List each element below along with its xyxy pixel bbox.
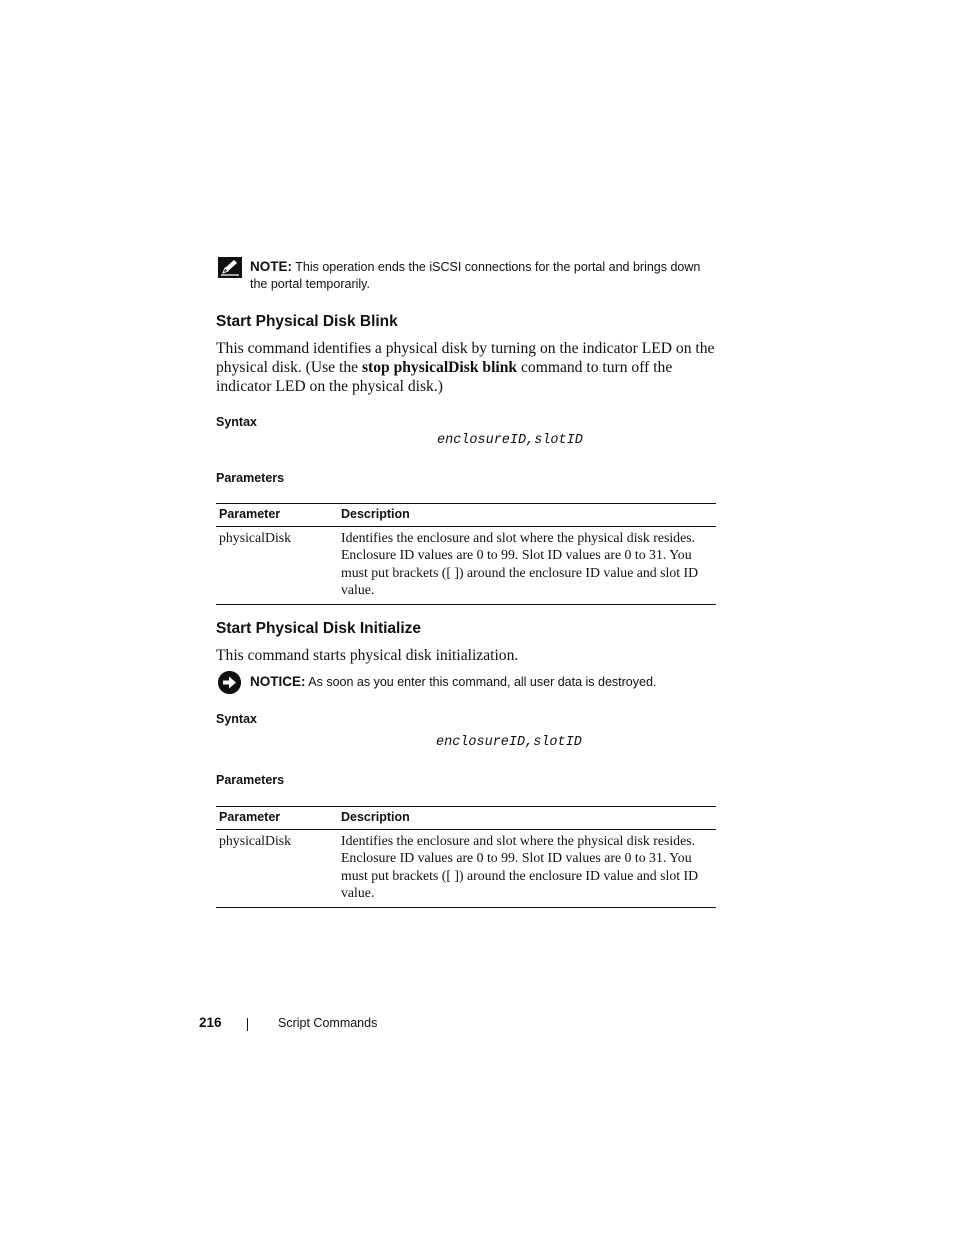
syntax-code: enclosureID,slotID xyxy=(436,735,582,750)
syntax-heading: Syntax xyxy=(216,415,257,429)
section-description: This command starts physical disk initialization. xyxy=(216,647,519,664)
syntax-heading: Syntax xyxy=(216,712,257,726)
footer-divider xyxy=(247,1018,248,1031)
notice xyxy=(250,673,720,691)
column-header: Parameter xyxy=(216,504,338,527)
parameter-description: Identifies the enclosure and slot where the physical disk resides. Enclosure ID values are 0 to 99. Slot ID values are 0 to 31. You must put brackets ([ ]) around the enclosure ID value and slot ID value. xyxy=(341,833,699,900)
note xyxy=(250,258,720,293)
parameter-description: Identifies the enclosure and slot where the physical disk resides. Enclosure ID values are 0 to 99. Slot ID values are 0 to 31. You must put brackets ([ ]) around the enclosure ID value and slot ID value. xyxy=(341,530,699,597)
parameters-heading: Parameters xyxy=(216,471,285,485)
column-header: Description xyxy=(338,504,716,527)
parameters-heading: Parameters xyxy=(216,773,285,787)
table-row xyxy=(216,527,716,605)
notice-label: NOTICE: xyxy=(250,674,306,689)
arrow-right-circle-icon xyxy=(218,671,241,694)
parameters-table xyxy=(216,503,716,605)
parameter-name: physicalDisk xyxy=(219,833,292,848)
section-description xyxy=(216,339,716,396)
description-text: command to turn off the indicator LED on the physical disk.) xyxy=(216,359,673,395)
description-text: This command identifies a physical disk by turning on the indicator LED on the physical disk. (Use the xyxy=(216,340,715,376)
pencil-note-icon xyxy=(218,257,242,278)
notice-text: As soon as you enter this command, all user data is destroyed. xyxy=(305,675,657,689)
section-title: Start Physical Disk Initialize xyxy=(216,620,422,637)
parameter-name: physicalDisk xyxy=(219,530,292,545)
syntax-code: enclosureID,slotID xyxy=(437,433,583,448)
section-title: Start Physical Disk Blink xyxy=(216,313,398,330)
footer-section-title: Script Commands xyxy=(278,1016,378,1030)
command-name: stop physicalDisk blink xyxy=(361,359,518,376)
parameters-table xyxy=(216,806,716,908)
page-number: 216 xyxy=(199,1015,222,1030)
column-header: Description xyxy=(338,807,716,830)
note-text: This operation ends the iSCSI connections for the portal and brings down the portal temporarily. xyxy=(250,260,701,291)
note-label: NOTE: xyxy=(250,259,292,274)
column-header: Parameter xyxy=(216,807,338,830)
table-row xyxy=(216,830,716,908)
table-header-row xyxy=(216,504,716,527)
table-header-row xyxy=(216,807,716,830)
